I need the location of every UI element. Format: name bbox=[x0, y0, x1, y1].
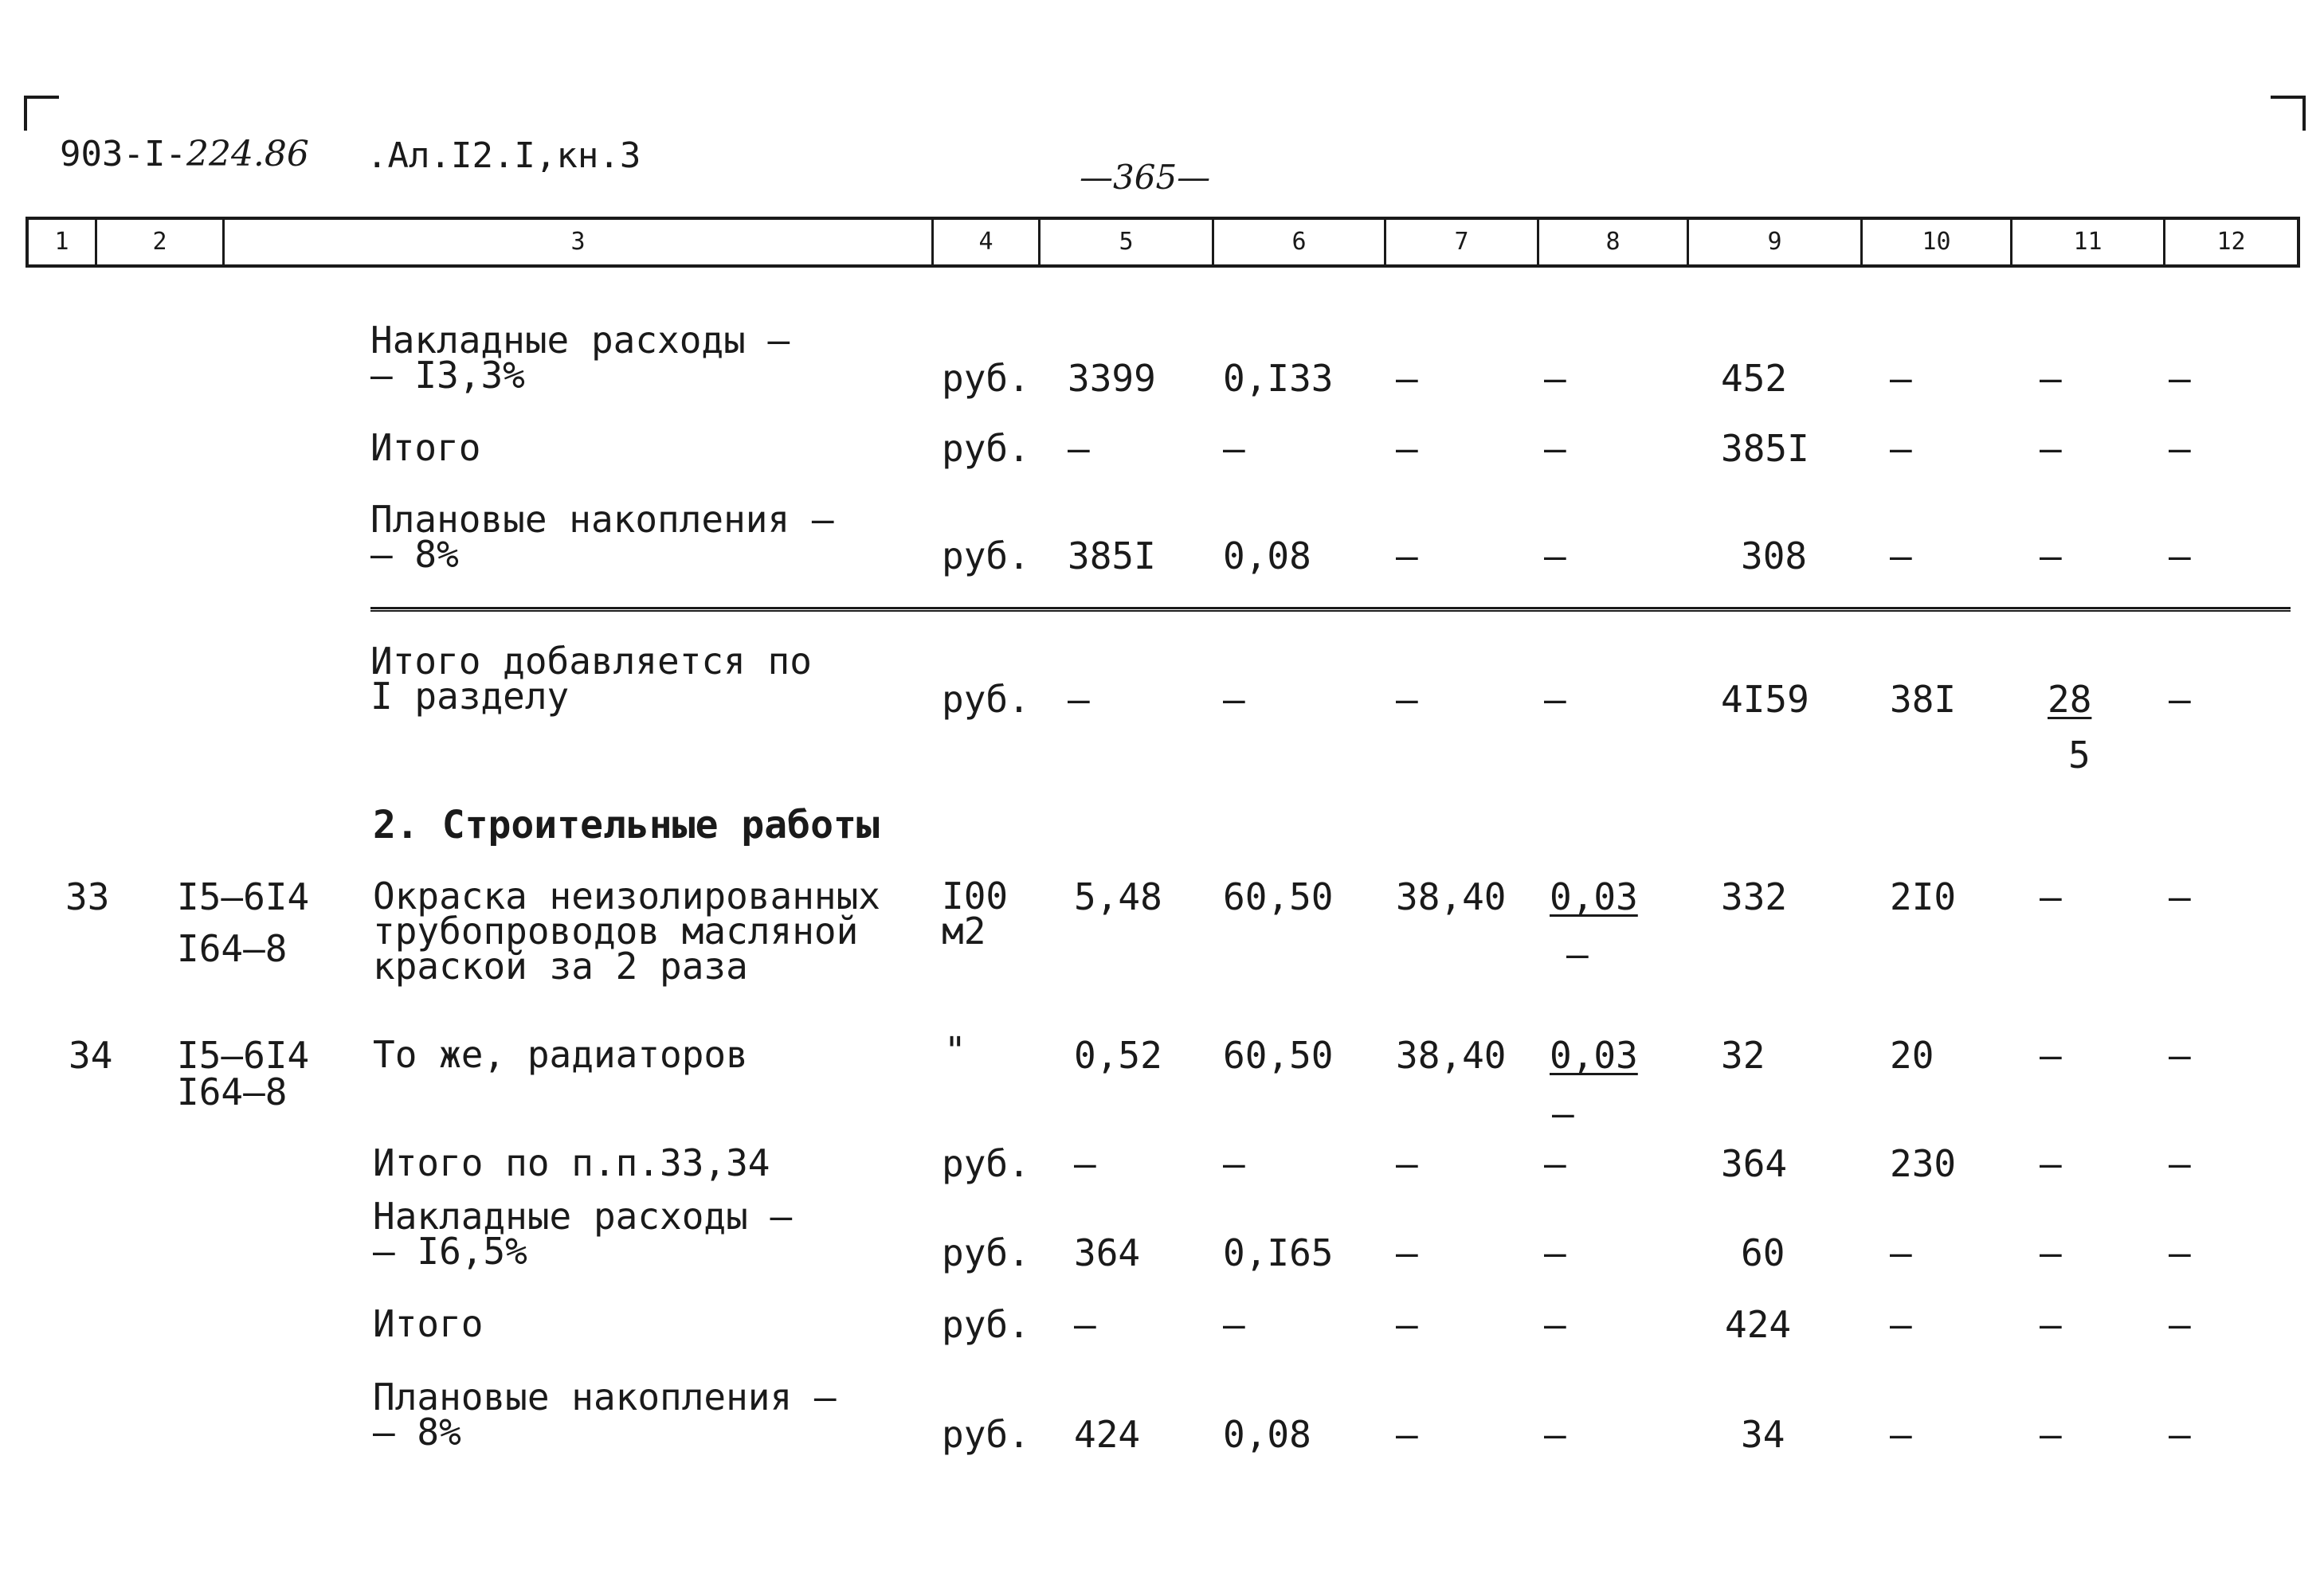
fraction-denominator: – bbox=[1552, 1092, 1574, 1135]
value-cell: – bbox=[1890, 1231, 1912, 1274]
value-cell: – bbox=[2169, 357, 2191, 400]
value-cell: – bbox=[1890, 534, 1912, 577]
section-heading: 2. Строительные работы bbox=[373, 803, 880, 847]
total-cell: 452 bbox=[1721, 357, 1788, 400]
unit-cell: I00 м2 bbox=[942, 875, 1009, 953]
row-description: То же, радиаторов bbox=[373, 1033, 748, 1076]
unit-cell: руб. bbox=[942, 1413, 1030, 1456]
rate-code: I5–6I4 bbox=[177, 875, 310, 918]
value-cell: 0,52 bbox=[1074, 1034, 1162, 1077]
row-description: Итого добавляется по I разделу bbox=[370, 640, 812, 718]
value-cell: – bbox=[2169, 534, 2191, 577]
value-cell: – bbox=[1890, 1413, 1912, 1456]
value-cell: – bbox=[2169, 678, 2191, 721]
value-cell: – bbox=[1544, 534, 1566, 577]
value-cell: 424 bbox=[1074, 1413, 1141, 1456]
column-header-12: 12 bbox=[2216, 228, 2246, 256]
value-cell: – bbox=[1890, 357, 1912, 400]
value-cell: 230 bbox=[1890, 1142, 1957, 1185]
column-header-3: 3 bbox=[225, 220, 934, 264]
value-cell: – bbox=[2040, 1034, 2062, 1077]
fraction-numerator: 0,03 bbox=[1550, 1034, 1638, 1077]
value-cell: 364 bbox=[1074, 1231, 1141, 1274]
document-reference: .Ал.I2.I,кн.3 bbox=[366, 135, 641, 176]
row-description: Окраска неизолированных трубопроводов масляной краской за 2 раза bbox=[373, 875, 880, 988]
value-cell: – bbox=[1544, 1231, 1566, 1274]
total-cell: 308 bbox=[1741, 534, 1808, 577]
value-cell: 60,50 bbox=[1223, 1034, 1334, 1077]
total-cell: 385I bbox=[1721, 427, 1809, 470]
column-header-7: 7 bbox=[1386, 220, 1539, 264]
value-cell: – bbox=[2040, 875, 2062, 918]
value-cell: 38I bbox=[1890, 678, 1957, 721]
value-cell: – bbox=[1396, 1142, 1418, 1185]
value-cell: – bbox=[1223, 427, 1245, 470]
value-cell: – bbox=[1544, 678, 1566, 721]
value-cell: – bbox=[2169, 1231, 2191, 1274]
column-header-1: 1 bbox=[29, 220, 97, 264]
row-description: Плановые накопления – – 8% bbox=[370, 498, 834, 576]
row-description: Накладные расходы – – I6,5% bbox=[373, 1195, 793, 1273]
column-header-5: 5 bbox=[1041, 220, 1214, 264]
total-cell: 32 bbox=[1721, 1034, 1766, 1077]
total-cell: 424 bbox=[1725, 1303, 1792, 1346]
rate-code: I64–8 bbox=[177, 1070, 288, 1113]
value-cell: – bbox=[2040, 534, 2062, 577]
fraction-numerator: 28 bbox=[2048, 678, 2092, 721]
value-cell: – bbox=[1223, 678, 1245, 721]
value-cell: – bbox=[2169, 1142, 2191, 1185]
value-cell: – bbox=[1068, 678, 1090, 721]
value-cell: – bbox=[1068, 427, 1090, 470]
fraction-numerator: 0,03 bbox=[1550, 875, 1638, 918]
value-cell: – bbox=[2040, 357, 2062, 400]
column-header-6: 6 bbox=[1214, 220, 1386, 264]
value-cell: – bbox=[1396, 1303, 1418, 1346]
row-description: Итого bbox=[373, 1302, 484, 1345]
value-cell: 0,08 bbox=[1223, 1413, 1311, 1456]
value-cell: 0,I33 bbox=[1223, 357, 1334, 400]
value-cell: – bbox=[2040, 1142, 2062, 1185]
value-cell: – bbox=[2169, 1034, 2191, 1077]
rate-code: I64–8 bbox=[177, 927, 288, 970]
value-cell: – bbox=[2169, 427, 2191, 470]
unit-cell: руб. bbox=[942, 678, 1030, 721]
value-cell: – bbox=[1223, 1142, 1245, 1185]
unit-cell: " bbox=[944, 1029, 966, 1072]
fraction-denominator: – bbox=[1566, 933, 1589, 976]
document-code bbox=[60, 134, 309, 174]
rate-code: I5–6I4 bbox=[177, 1034, 310, 1077]
value-cell: – bbox=[2040, 427, 2062, 470]
total-cell: 34 bbox=[1741, 1413, 1785, 1456]
column-header-10: 10 bbox=[1863, 220, 2012, 264]
value-cell: – bbox=[2169, 1303, 2191, 1346]
value-cell: – bbox=[1074, 1142, 1096, 1185]
unit-cell: руб. bbox=[942, 1231, 1030, 1274]
value-cell: 20 bbox=[1890, 1034, 1934, 1077]
value-cell: 38,40 bbox=[1396, 1034, 1507, 1077]
value-cell: – bbox=[1223, 1303, 1245, 1346]
value-cell: – bbox=[1396, 1231, 1418, 1274]
item-number: 34 bbox=[69, 1034, 113, 1077]
section-divider bbox=[370, 607, 2291, 612]
value-cell: – bbox=[1544, 1142, 1566, 1185]
row-description: Итого bbox=[370, 426, 481, 469]
value-cell: 60,50 bbox=[1223, 875, 1334, 918]
value-cell: – bbox=[2040, 1413, 2062, 1456]
document-code-prefix: 903-I- bbox=[60, 134, 186, 174]
value-cell: – bbox=[1544, 427, 1566, 470]
row-description: Плановые накопления – – 8% bbox=[373, 1376, 837, 1454]
value-cell: 385I bbox=[1068, 534, 1156, 577]
row-description: Накладные расходы – – I3,3% bbox=[370, 319, 790, 397]
value-cell: 2I0 bbox=[1890, 875, 1957, 918]
item-number: 33 bbox=[65, 875, 110, 918]
value-cell: 0,I65 bbox=[1223, 1231, 1334, 1274]
page-number: —365— bbox=[1080, 158, 1211, 197]
value-cell: 38,40 bbox=[1396, 875, 1507, 918]
value-cell: 3399 bbox=[1068, 357, 1156, 400]
total-cell: 60 bbox=[1741, 1231, 1785, 1274]
corner-mark-right bbox=[2271, 96, 2306, 131]
corner-mark-left bbox=[24, 96, 59, 131]
value-cell: – bbox=[2040, 1303, 2062, 1346]
value-cell: 0,08 bbox=[1223, 534, 1311, 577]
column-header-4: 4 bbox=[934, 220, 1041, 264]
value-cell: – bbox=[1890, 1303, 1912, 1346]
value-cell: – bbox=[1074, 1303, 1096, 1346]
column-header-row bbox=[25, 217, 2300, 268]
total-cell: 4I59 bbox=[1721, 678, 1809, 721]
unit-cell: руб. bbox=[942, 1142, 1030, 1185]
value-cell: 5,48 bbox=[1074, 875, 1162, 918]
total-cell: 332 bbox=[1721, 875, 1788, 918]
unit-cell: руб. bbox=[942, 534, 1030, 577]
value-cell: – bbox=[1396, 357, 1418, 400]
row-description: Итого по п.п.33,34 bbox=[373, 1141, 770, 1184]
unit-cell: руб. bbox=[942, 1303, 1030, 1346]
column-header-11: 11 bbox=[2012, 220, 2165, 264]
document-code-handwritten: 224.86 bbox=[186, 134, 309, 174]
unit-cell: руб. bbox=[942, 357, 1030, 400]
value-cell: – bbox=[2040, 1231, 2062, 1274]
value-cell: – bbox=[1890, 427, 1912, 470]
column-header-8: 8 bbox=[1539, 220, 1689, 264]
value-cell: – bbox=[2169, 875, 2191, 918]
value-cell: – bbox=[1396, 534, 1418, 577]
value-cell: – bbox=[1396, 1413, 1418, 1456]
fraction-denominator: 5 bbox=[2068, 734, 2091, 777]
value-cell: – bbox=[1544, 1413, 1566, 1456]
value-cell: – bbox=[2169, 1413, 2191, 1456]
value-cell: – bbox=[1396, 427, 1418, 470]
value-cell: – bbox=[1544, 1303, 1566, 1346]
column-header-9: 9 bbox=[1689, 220, 1863, 264]
value-cell: – bbox=[1396, 678, 1418, 721]
column-header-2: 2 bbox=[97, 220, 225, 264]
total-cell: 364 bbox=[1721, 1142, 1788, 1185]
value-cell: – bbox=[1544, 357, 1566, 400]
unit-cell: руб. bbox=[942, 427, 1030, 470]
